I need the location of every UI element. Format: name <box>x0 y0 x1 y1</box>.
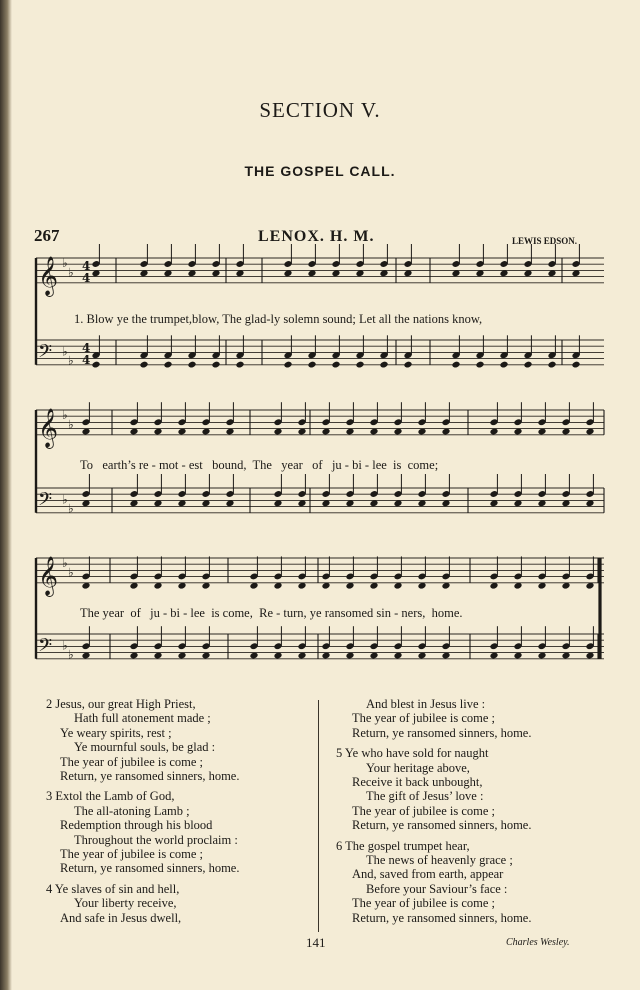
time-signature: 4 <box>82 271 91 285</box>
time-signature: 4 <box>82 341 91 355</box>
verse-line: Ye weary spirits, rest ; <box>60 725 172 740</box>
hymn-title: THE GOSPEL CALL. <box>244 163 396 179</box>
hymn-number: 267 <box>34 226 60 245</box>
time-signature: 4 <box>82 353 91 367</box>
verse-line: The year of jubilee is come ; <box>60 754 203 769</box>
verse-line: Return, ye ransomed sinners, home. <box>60 861 240 876</box>
verse-line: Before your Saviour’s face : <box>366 881 508 896</box>
flat-sign-icon: ♭ <box>68 417 74 432</box>
lyric-line-3: The year of ju - bi - lee is come, Re - turn, ye ransomed sin - ners, home. <box>80 606 463 620</box>
verse-line: And blest in Jesus live : <box>366 697 486 711</box>
page-number: 141 <box>306 935 326 950</box>
verse-line: Hath full atonement made ; <box>74 711 211 726</box>
flat-sign-icon: ♭ <box>68 647 74 662</box>
lyric-line-1: 1. Blow ye the trumpet,blow, The glad-ly solemn sound; Let all the nations know, <box>74 312 483 326</box>
verse-line: Return, ye ransomed sinners, home. <box>352 910 532 925</box>
verse-6 <box>336 839 531 925</box>
verse-line: Receive it back unbought, <box>352 775 483 790</box>
flat-sign-icon: ♭ <box>62 256 68 271</box>
lyric-line-2: To earth’s re - mot - est bound, The year of ju - bi - lee is come; <box>80 458 439 472</box>
verses-left-column <box>46 697 239 931</box>
note-head <box>547 361 556 369</box>
treble-clef-icon: 𝄞 <box>38 255 59 296</box>
note-head <box>379 361 388 369</box>
verse-line: Return, ye ransomed sinners, home. <box>60 769 240 784</box>
verse-5 <box>336 746 531 832</box>
verse-line: The all-atoning Lamb ; <box>74 803 190 818</box>
verse-line: The year of jubilee is come ; <box>352 711 495 726</box>
time-signature: 4 <box>82 259 91 273</box>
verse-line: 4 Ye slaves of sin and hell, <box>46 881 180 896</box>
note-head <box>187 361 196 369</box>
verse-2 <box>46 697 239 783</box>
note-head <box>211 361 220 369</box>
verse-4-continued <box>336 697 531 740</box>
note-head <box>91 361 100 369</box>
verse-line: The year of jubilee is come ; <box>352 803 495 818</box>
verse-line: 2 Jesus, our great High Priest, <box>46 697 196 711</box>
treble-clef-icon: 𝄞 <box>38 555 59 596</box>
verse-line: Ye mournful souls, be glad : <box>74 740 216 755</box>
note-head <box>355 361 364 369</box>
flat-sign-icon: ♭ <box>68 265 74 280</box>
note-head <box>523 361 532 369</box>
verse-line: 6 The gospel trumpet hear, <box>336 838 470 853</box>
tune-name: LENOX. H. M. <box>258 228 375 245</box>
verse-4 <box>46 882 239 925</box>
bass-clef-icon: 𝄢 <box>38 489 53 515</box>
flat-sign-icon: ♭ <box>68 353 74 368</box>
verse-line: Return, ye ransomed sinners, home. <box>352 725 532 740</box>
note-head <box>499 361 508 369</box>
verse-line: 3 Extol the Lamb of God, <box>46 789 175 804</box>
note-head <box>235 361 244 369</box>
verses-right-column <box>336 697 531 931</box>
verse-line: And, saved from earth, appear <box>352 867 504 882</box>
note-head <box>139 361 148 369</box>
flat-sign-icon: ♭ <box>62 638 68 653</box>
verse-3 <box>46 789 239 875</box>
verse-line: And safe in Jesus dwell, <box>60 910 182 925</box>
note-head <box>331 361 340 369</box>
bass-clef-icon: 𝄢 <box>38 635 53 661</box>
verse-line: The news of heavenly grace ; <box>366 853 513 868</box>
note-head <box>451 361 460 369</box>
note-head <box>571 361 580 369</box>
flat-sign-icon: ♭ <box>62 408 68 423</box>
section-title: SECTION V. <box>259 98 381 122</box>
composer: LEWIS EDSON. <box>512 236 578 246</box>
note-head <box>163 361 172 369</box>
note-head <box>403 361 412 369</box>
column-divider <box>318 700 319 932</box>
verse-line: The year of jubilee is come ; <box>60 847 203 862</box>
bass-clef-icon: 𝄢 <box>38 341 53 367</box>
verse-line: Your liberty receive, <box>74 896 177 911</box>
verse-line: 5 Ye who have sold for naught <box>336 746 489 761</box>
verse-line: Redemption through his blood <box>60 818 213 833</box>
flat-sign-icon: ♭ <box>62 492 68 507</box>
flat-sign-icon: ♭ <box>68 565 74 580</box>
note-head <box>283 361 292 369</box>
verse-line: The gift of Jesus’ love : <box>366 789 484 804</box>
verse-line: The year of jubilee is come ; <box>352 896 495 911</box>
note-head <box>475 361 484 369</box>
hymn-author: Charles Wesley. <box>506 937 570 948</box>
verse-line: Throughout the world proclaim : <box>74 832 238 847</box>
flat-sign-icon: ♭ <box>62 344 68 359</box>
treble-clef-icon: 𝄞 <box>38 407 59 448</box>
note-head <box>307 361 316 369</box>
verse-line: Your heritage above, <box>366 760 470 775</box>
flat-sign-icon: ♭ <box>62 556 68 571</box>
flat-sign-icon: ♭ <box>68 501 74 516</box>
verse-line: Return, ye ransomed sinners, home. <box>352 818 532 833</box>
